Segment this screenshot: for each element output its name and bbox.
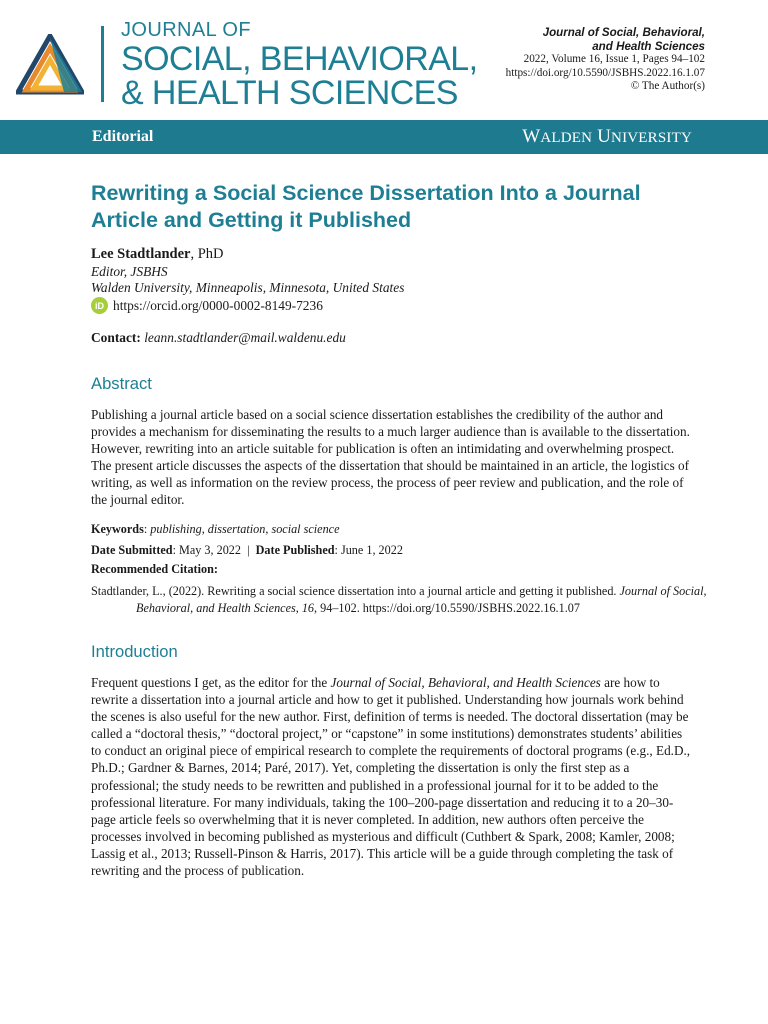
contact-line (91, 330, 346, 346)
abstract-text: Publishing a journal article based on a social science dissertation establishes the credibility of the author and provides a mechanism for disseminating the results to a much larger audience than is available to the dissertation. However, rewriting into an article suitable for publication is often an intimidating and overwhelming prospect. The present article discusses the aspects of the dissertation that should be maintained in an article, the logistics of writing, as well as information on the review process, the process of peer review and publication, and the role of the journal editor. (91, 407, 690, 508)
keywords-value: publishing, dissertation, social science (150, 522, 340, 536)
citation-label: Recommended Citation: (91, 562, 218, 576)
masthead-line-3: & HEALTH SCIENCES (121, 74, 458, 112)
date-published-value: June 1, 2022 (340, 543, 403, 557)
keywords-line: Keywords: publishing, dissertation, social science (91, 522, 340, 536)
intro-before: Frequent questions I get, as the editor for the (91, 675, 331, 690)
meta-copyright: © The Author(s) (630, 80, 705, 93)
introduction-text (91, 674, 691, 879)
citation-plain: Stadtlander, L., (2022). Rewriting a social science dissertation into a journal article and getting it published. (91, 584, 620, 598)
dates-line: Date Submitted: May 3, 2022 | Date Published: June 1, 2022 (91, 543, 403, 557)
citation-journal: Journal of Social, Behavioral, and Health Sciences, 16 (136, 584, 707, 615)
author-name: Lee Stadtlander (91, 246, 191, 262)
date-submitted-label: Date Submitted (91, 543, 173, 557)
orcid-link[interactable]: https://orcid.org/0000-0002-8149-7236 (113, 297, 323, 313)
wordmark-niversity: NIVERSITY (611, 130, 692, 146)
wordmark-u: U (597, 126, 612, 147)
author-role: Editor, JSBHS (91, 264, 168, 279)
author-affiliation: Walden University, Minneapolis, Minnesota, United States (91, 280, 405, 295)
meta-doi[interactable]: https://doi.org/10.5590/JSBHS.2022.16.1.07 (505, 66, 705, 79)
keywords-label: Keywords (91, 522, 144, 536)
citation-text (91, 583, 736, 617)
wordmark-w: W (522, 126, 541, 147)
intro-after: are how to rewrite a dissertation into a journal article and how to get it published. Understanding how journals work behind the scenes is also useful for the new author. First, definition of terms is needed. The doctoral dissertation (may be called a “doctoral thesis,” “doctoral project,” or “capstone” in some institutions) demonstrates students’ abilities to conduct an original piece of empirical research to complete the requirements of doctoral programs (e.g., Ed.D., Ph.D.; Gardner & Barnes, 2014; Paré, 2017). Yet, completing the dissertation is only the first step as a professional; the study needs to be rewritten and published in a professional journal for it to be added to the professional literature. For many individuals, taking the 100–200-page dissertation and reducing it to a 20–30-page article feels so overwhelming that it is never completed. In addition, new authors often perceive the processes involved in becoming published as mysterious and difficult (Cuthbert & Spark, 2008; Kamler, 2008; Lassig et al., 2013; Russell-Pinson & Harris, 2017). This article will be a guide through completing the task of rewriting and the process of publication. (91, 675, 691, 879)
article-type-label: Editorial (92, 128, 154, 145)
citation-rest: , 94–102. https://doi.org/10.5590/JSBHS.2022.16.1.07 (314, 601, 580, 615)
logo-divider (101, 26, 104, 102)
publication-meta (375, 26, 705, 94)
date-published-label: Date Published (255, 543, 335, 557)
article-title: Rewriting a Social Science Dissertation Into a Journal Article and Getting it Published (91, 181, 641, 232)
date-submitted-value: May 3, 2022 (179, 543, 241, 557)
orcid-icon: iD (91, 297, 108, 314)
university-wordmark (522, 126, 692, 148)
masthead-line-1: JOURNAL OF (121, 19, 251, 41)
masthead-line-2: SOCIAL, BEHAVIORAL, (121, 40, 478, 78)
orcid-line (91, 297, 323, 314)
author-degree: , PhD (190, 246, 224, 262)
date-separator: | (247, 543, 250, 557)
abstract-heading: Abstract (91, 374, 152, 393)
author-line (91, 246, 224, 263)
wordmark-alden: ALDEN (540, 130, 593, 146)
journal-logo-icon (16, 34, 84, 96)
introduction-heading: Introduction (91, 642, 178, 661)
meta-journal-name-1: Journal of Social, Behavioral, (542, 26, 705, 39)
meta-journal-name-2: and Health Sciences (592, 39, 705, 53)
citation-label-line (91, 562, 218, 577)
contact-email[interactable]: leann.stadtlander@mail.waldenu.edu (144, 330, 346, 345)
meta-issue: 2022, Volume 16, Issue 1, Pages 94–102 (523, 53, 705, 66)
intro-journal: Journal of Social, Behavioral, and Health Sciences (330, 675, 601, 690)
contact-label: Contact: (91, 330, 141, 345)
